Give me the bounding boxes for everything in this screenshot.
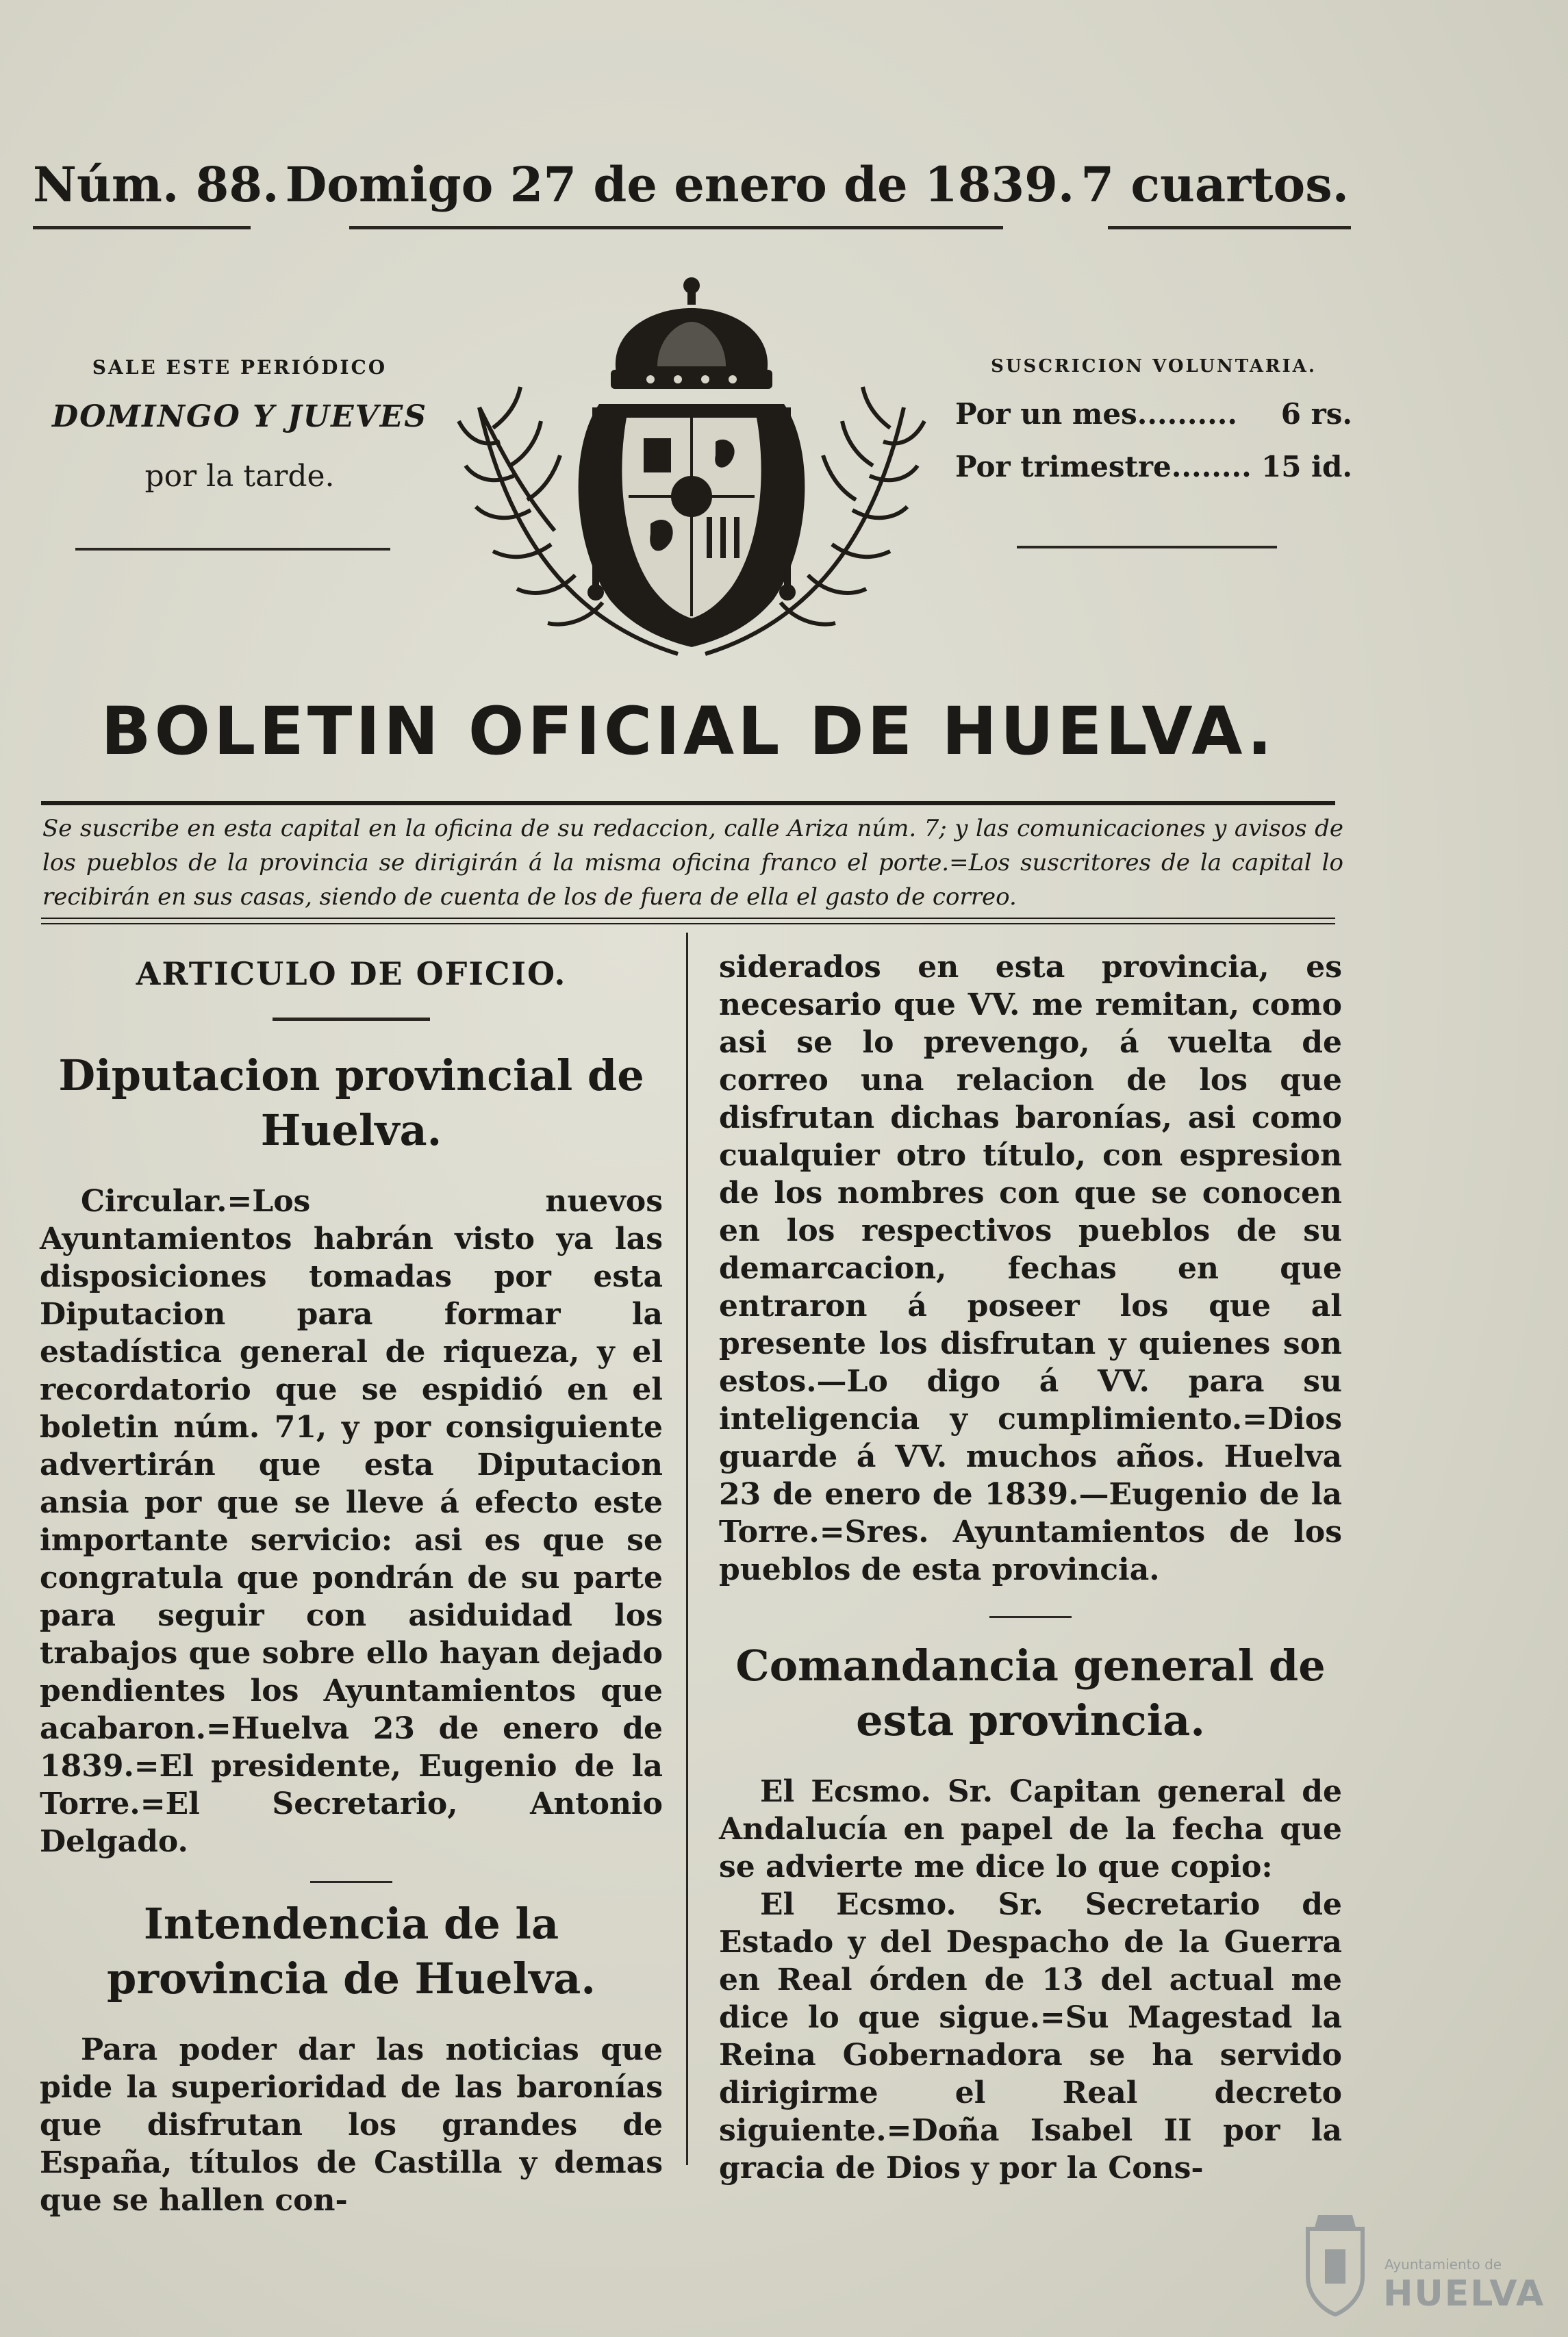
divider	[1017, 546, 1277, 548]
section-body: Para poder dar las noticias que pide la superioridad de las baronías que disfrutan los grandes de España, títulos de Castilla y demas que se hallen con-	[40, 2032, 663, 2218]
left-column	[40, 948, 663, 2219]
header-rule	[1108, 226, 1351, 229]
subscription-row	[955, 450, 1352, 483]
section-body: Circular.=Los nuevos Ayuntamientos habrán visto ya las disposiciones tomadas por esta Diputacion para formar la estadística general de riqueza, y el recordatorio que se espidió en el boletin núm. 71, y por consiguiente advertirán que esta Diputacion ansia por que se lleve á efecto este importante servicio: asi es que se congratula que pondrán de su parte para seguir con asiduidad los trabajos que sobre ello hayan dejado pendientes los Ayuntamientos que acabaron.=Huelva 23 de enero de 1839.=El presidente, Eugenio de la Torre.=El Secretario, Antonio Delgado.	[40, 1184, 663, 1859]
divider	[75, 548, 390, 551]
newspaper-title: BOLETIN OFICIAL DE HUELVA.	[101, 693, 1276, 770]
column-divider	[686, 933, 688, 2165]
divider	[273, 1018, 430, 1021]
right-column	[719, 948, 1342, 2187]
issue-number: Núm. 88.	[33, 156, 279, 213]
issue-price: 7 cuartos.	[1080, 156, 1349, 213]
section-body: El Ecsmo. Sr. Capitan general de Andalucía en papel de la fecha que se advierte me dice lo que copio:	[719, 1774, 1342, 1884]
divider	[41, 918, 1335, 919]
subscription-row	[955, 397, 1352, 431]
header-rule	[33, 226, 251, 229]
subscription-label: Por trimestre........	[955, 450, 1252, 483]
divider	[989, 1616, 1072, 1618]
archive-watermark	[1280, 2208, 1554, 2325]
watermark-text: HUELVA	[1383, 2273, 1545, 2314]
schedule-line-1: SALE ESTE PERIÓDICO	[92, 356, 388, 379]
subscription-box	[955, 356, 1352, 503]
section-title: Intendencia de la provincia de Huelva.	[107, 1899, 596, 2004]
section-body: siderados en esta provincia, es necesario que VV. me remitan, como asi se lo prevengo, á vuelta de correo una relacion de los que disfrutan dichas baronías, asi como cualquier otro título, con espresion de los nombres con que se conocen en los respectivos pueblos de su demarcacion, fechas en que entraron á poseer los que al presente los disfrutan y quienes son estos.—Lo digo á VV. para su inteligencia y cumplimiento.=Dios guarde á VV. muchos años. Huelva 23 de enero de 1839.—Eugenio de la Torre.=Sres. Ayuntamientos de los pueblos de esta provincia.	[719, 950, 1342, 1587]
subscription-notice: Se suscribe en esta capital en la oficina de su redaccion, calle Ariza núm. 7; y las comunicaciones y avisos de los pueblos de la provincia se dirigirán á la misma oficina franco el porte.=Los suscritores de la capital lo recibirán en sus casas, siendo de cuenta de los de fuera de ella el gasto de correo.	[42, 815, 1343, 911]
subscription-value: 15 id.	[1261, 450, 1352, 483]
divider	[41, 801, 1335, 805]
section-body: El Ecsmo. Sr. Secretario de Estado y del Despacho de la Guerra en Real órden de 13 del actual me dice lo que sigue.=Su Magestad la Reina Gobernadora se ha servido dirigirme el Real decreto siguiente.=Doña Isabel II por la gracia de Dios y por la Cons-	[719, 1887, 1342, 2186]
schedule-line-2: DOMINGO Y JUEVES	[51, 399, 428, 434]
divider	[310, 1881, 392, 1883]
subscription-label: Por un mes..........	[955, 397, 1237, 431]
subscription-value: 6 rs.	[1280, 397, 1352, 431]
royal-crest-icon	[452, 270, 931, 668]
header-rule	[349, 226, 1003, 229]
publication-schedule	[41, 356, 438, 494]
masthead-header	[33, 156, 1349, 213]
article-heading: ARTICULO DE OFICIO.	[136, 955, 567, 992]
section-title: Diputacion provincial de Huelva.	[58, 1050, 644, 1155]
section-title: Comandancia general de esta provincia.	[735, 1641, 1326, 1745]
schedule-line-3: por la tarde.	[144, 459, 335, 494]
watermark-small-text: Ayuntamiento de	[1384, 2256, 1502, 2273]
subscription-heading: SUSCRICION VOLUNTARIA.	[991, 356, 1317, 377]
issue-date: Domigo 27 de enero de 1839.	[285, 156, 1075, 213]
city-shield-icon	[1294, 2208, 1376, 2318]
divider	[41, 923, 1335, 924]
